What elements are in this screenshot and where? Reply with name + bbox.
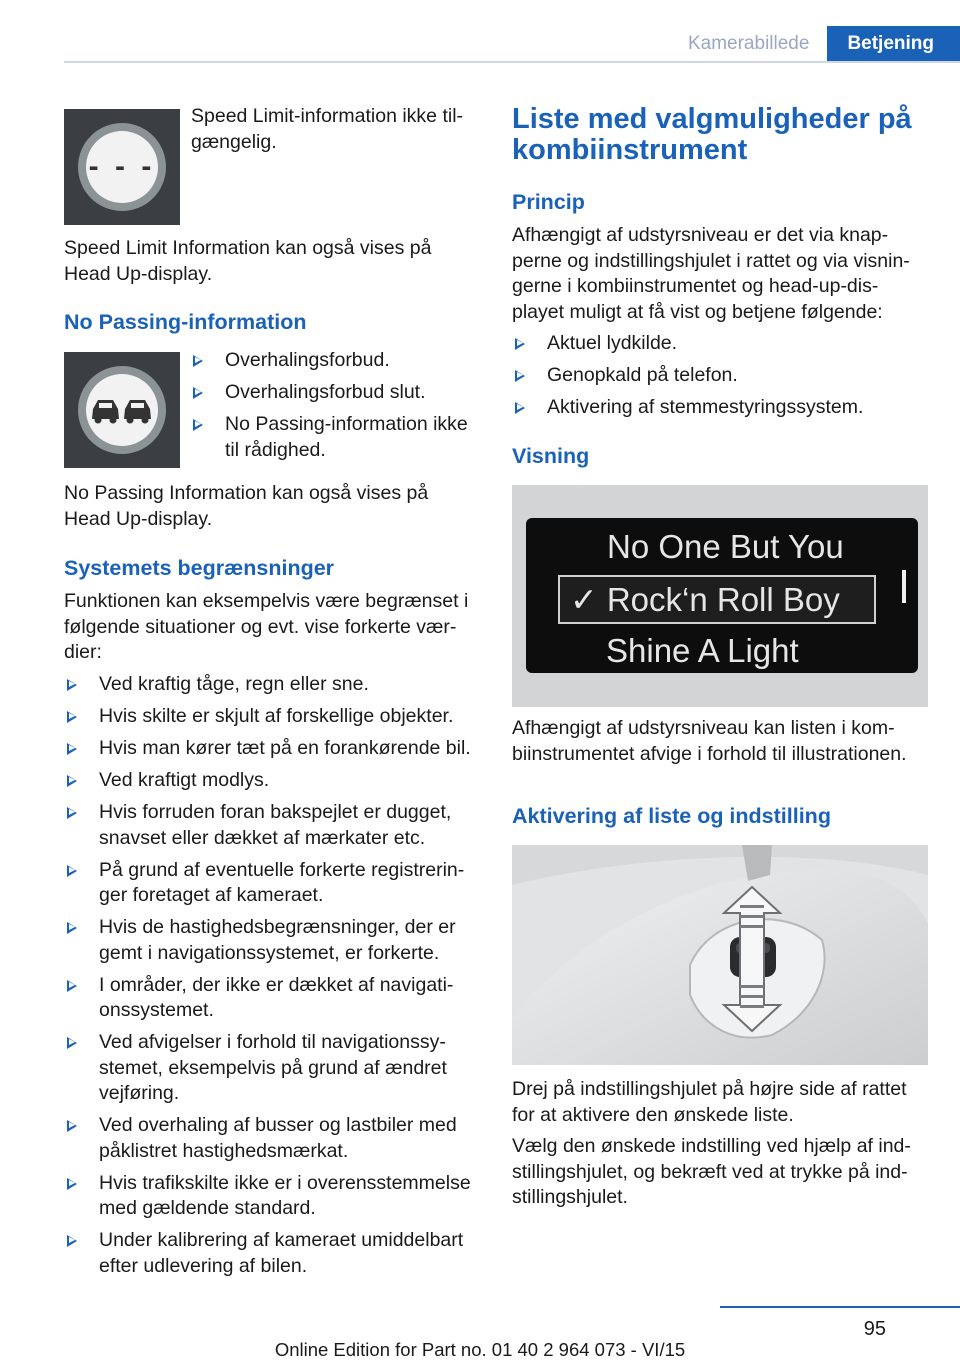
triangle-bullet-icon bbox=[67, 1178, 77, 1190]
triangle-bullet-icon bbox=[67, 807, 77, 819]
triangle-bullet-icon bbox=[515, 370, 525, 382]
list-item: Aktivering af stemmestyringssystem. bbox=[512, 395, 928, 421]
activation-text-2: Vælg den ønskede indstilling ved hjælp af ind‐stillingshjulet, og bekræft ved at trykke på ind‐stillingshjulet. bbox=[512, 1135, 911, 1208]
page-number: 95 bbox=[863, 1318, 886, 1340]
triangle-bullet-icon bbox=[515, 402, 525, 414]
no-passing-cars-icon bbox=[86, 374, 158, 446]
list-item: Ved kraftigt modlys. bbox=[64, 768, 480, 794]
list-item: Hvis forruden foran bakspejlet er dugget, snavset eller dækket af mærkater etc. bbox=[64, 800, 480, 851]
steering-wheel-thumbwheel-image bbox=[512, 845, 928, 1065]
page-header bbox=[670, 26, 960, 62]
principle-heading: Princip bbox=[512, 190, 585, 214]
sign-ring bbox=[78, 366, 166, 454]
triangle-bullet-icon bbox=[67, 1235, 77, 1247]
list-item: Hvis de hastighedsbegrænsninger, der er gemt i navigationssystemet, er forkerte. bbox=[64, 915, 480, 966]
edition-footer: Online Edition for Part no. 01 40 2 964 073 - VI/15 bbox=[274, 1339, 686, 1360]
triangle-bullet-icon bbox=[67, 980, 77, 992]
list-item: På grund af eventuelle forkerte registrerin‐ger foretaget af kameraet. bbox=[64, 858, 480, 909]
chapter-tab: Betjening bbox=[827, 26, 960, 62]
cluster-screen bbox=[526, 518, 918, 673]
principle-text: Afhængigt af udstyrsniveau er det via knap‐perne og indstillingshjulet i rattet og via visnin‐gerne i kombiinstrumentet og head-up-dis‐playet muligt at få vist og betjene følgende: bbox=[512, 224, 910, 323]
activation-heading: Aktivering af liste og indstilling bbox=[512, 804, 831, 828]
list-entry-next: Shine A Light bbox=[606, 632, 799, 669]
limits-intro-text: Funktionen kan eksempelvis være begrænset i følgende situationer og evt. vise forkerte vær‐dier: bbox=[64, 590, 469, 663]
limits-list bbox=[64, 672, 480, 1286]
sign-ring bbox=[78, 123, 166, 211]
no-passing-sign-image bbox=[64, 352, 180, 468]
activation-text-1: Drej på indstillingshjulet på højre side af rattet for at aktivere den ønskede liste. bbox=[512, 1078, 907, 1126]
principle-list bbox=[512, 331, 928, 427]
thumbwheel-illustration bbox=[512, 845, 928, 1065]
list-scrollbar bbox=[902, 570, 906, 603]
triangle-bullet-icon bbox=[193, 419, 203, 431]
list-item: Overhalingsforbud. bbox=[190, 348, 480, 374]
display-note-text: Afhængigt af udstyrsniveau kan listen i kom‐biinstrumentet afvige i forhold til illustrationen. bbox=[512, 717, 907, 765]
list-item: Aktuel lydkilde. bbox=[512, 331, 928, 357]
header-divider bbox=[64, 61, 960, 63]
no-passing-hud-text: No Passing Information kan også vises på Head Up-display. bbox=[64, 482, 429, 530]
list-item: Overhalingsforbud slut. bbox=[190, 380, 480, 406]
list-item: Genopkald på telefon. bbox=[512, 363, 928, 389]
triangle-bullet-icon bbox=[67, 711, 77, 723]
list-item: Ved overhaling af busser og lastbiler med påklistret hastighedsmærkat. bbox=[64, 1113, 480, 1164]
list-entry-previous: No One But You bbox=[607, 528, 844, 565]
triangle-bullet-icon bbox=[67, 865, 77, 877]
triangle-bullet-icon bbox=[67, 679, 77, 691]
list-item: Ved afvigelser i forhold til navigationssy‐stemet, eksempelvis på grund af ændret vejføring. bbox=[64, 1030, 480, 1107]
list-item: Hvis trafikskilte ikke er i overensstemmelse med gældende standard. bbox=[64, 1171, 480, 1222]
section-tab: Kamerabillede bbox=[687, 33, 810, 54]
speed-limit-unavailable-text: Speed Limit-information ikke til‐gængelig. bbox=[191, 105, 464, 153]
triangle-bullet-icon bbox=[193, 355, 203, 367]
list-item: I områder, der ikke er dækket af navigati‐onssystemet. bbox=[64, 973, 480, 1024]
sign-dashes: - - - bbox=[86, 131, 158, 203]
limits-heading: Systemets begrænsninger bbox=[64, 556, 335, 580]
speed-limit-unavailable-sign-image bbox=[64, 109, 180, 225]
list-item: Under kalibrering af kameraet umiddelbart efter udlevering af bilen. bbox=[64, 1228, 480, 1279]
display-heading: Visning bbox=[512, 444, 590, 468]
triangle-bullet-icon bbox=[515, 338, 525, 350]
triangle-bullet-icon bbox=[67, 1120, 77, 1132]
triangle-bullet-icon bbox=[67, 743, 77, 755]
list-item: Hvis skilte er skjult af forskellige objekter. bbox=[64, 704, 480, 730]
speed-limit-hud-text: Speed Limit Information kan også vises på Head Up-display. bbox=[64, 237, 432, 285]
list-item: Hvis man kører tæt på en forankørende bil. bbox=[64, 736, 480, 762]
no-passing-list bbox=[190, 348, 480, 470]
list-options-title: Liste med valgmuligheder på kombiinstrument bbox=[512, 103, 912, 166]
instrument-cluster-list-image bbox=[512, 485, 928, 707]
triangle-bullet-icon bbox=[67, 775, 77, 787]
triangle-bullet-icon bbox=[193, 387, 203, 399]
no-passing-heading: No Passing-information bbox=[64, 310, 307, 334]
list-item: Ved kraftig tåge, regn eller sne. bbox=[64, 672, 480, 698]
footer-divider bbox=[720, 1306, 960, 1308]
list-item: No Passing-information ikke til rådighed. bbox=[190, 412, 480, 463]
triangle-bullet-icon bbox=[67, 922, 77, 934]
triangle-bullet-icon bbox=[67, 1037, 77, 1049]
list-entry-selected: ✓ Rock‘n Roll Boy bbox=[570, 581, 840, 618]
